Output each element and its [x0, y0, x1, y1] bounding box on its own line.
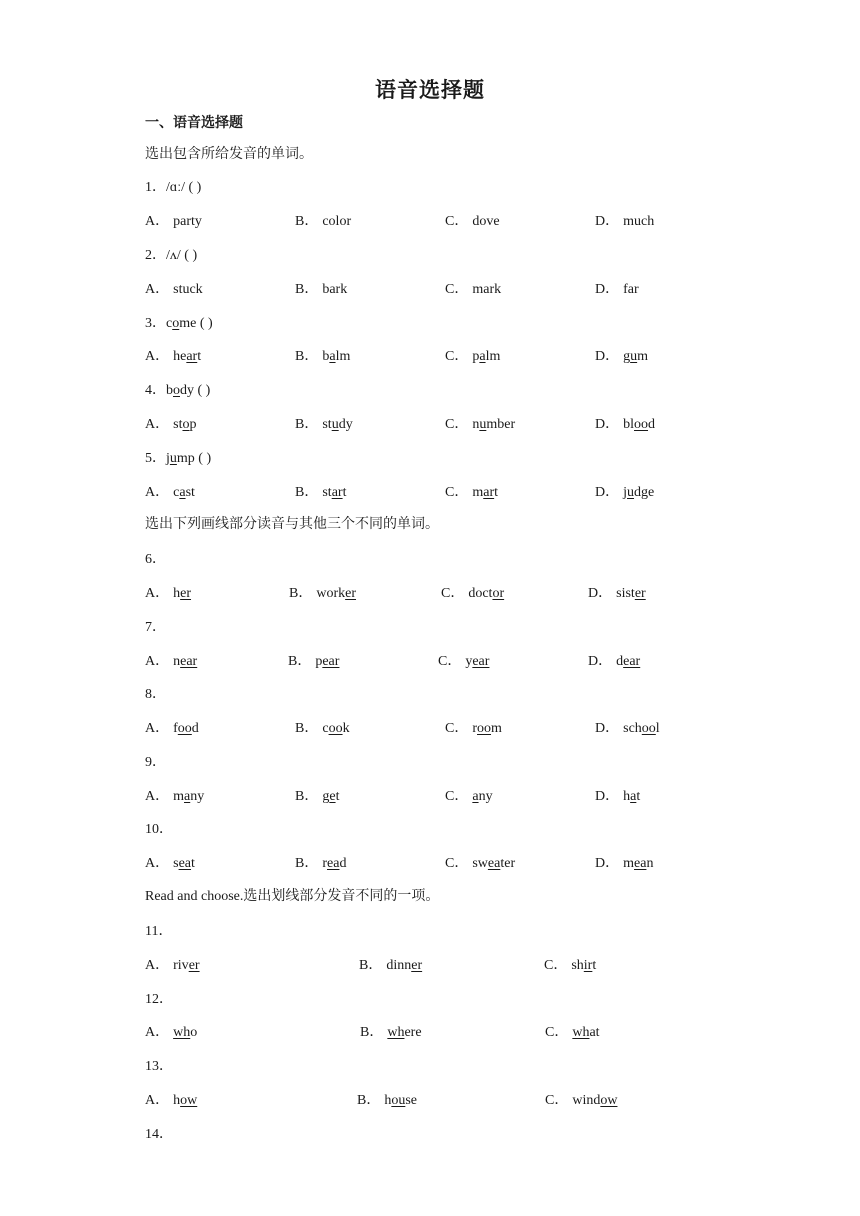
question-stem [145, 312, 213, 332]
underlined-sound: wh [572, 1025, 590, 1040]
answer-option[interactable] [289, 582, 356, 602]
option-label: B． [295, 417, 319, 432]
word-part: d [191, 721, 199, 736]
word-part: ter [500, 856, 516, 871]
word-part: d [339, 856, 347, 871]
question-stem [145, 751, 166, 771]
underlined-sound: er [634, 586, 646, 601]
word-part: st [185, 485, 195, 500]
answer-option[interactable] [145, 785, 204, 805]
option-label: A． [145, 282, 170, 297]
answer-option[interactable] [595, 852, 653, 872]
underlined-sound: ea [327, 856, 340, 871]
question-stem [145, 548, 166, 568]
word-part: h [384, 1093, 392, 1108]
answer-option[interactable] [145, 954, 200, 974]
underlined-sound: er [188, 958, 200, 973]
word-part: p [189, 417, 197, 432]
option-label: B． [289, 586, 313, 601]
word-part: p [472, 349, 480, 364]
word-part: c [166, 316, 173, 331]
answer-option[interactable] [595, 481, 654, 501]
answer-option[interactable] [545, 1089, 617, 1109]
answer-option[interactable] [588, 582, 646, 602]
option-label: C． [445, 282, 469, 297]
underlined-sound: er [180, 586, 192, 601]
answer-option[interactable] [295, 210, 351, 230]
underlined-sound: u [331, 417, 339, 432]
question-number: 6． [145, 552, 166, 567]
answer-option[interactable] [295, 481, 346, 501]
underlined-sound: ow [600, 1093, 618, 1108]
option-label: B． [357, 1093, 381, 1108]
option-label: A． [145, 1025, 170, 1040]
question-number: 3． [145, 316, 166, 331]
word-part: much [623, 214, 655, 229]
word-part: n [472, 417, 480, 432]
word-part: bark [322, 282, 348, 297]
underlined-sound: u [630, 349, 638, 364]
option-label: B． [360, 1025, 384, 1040]
underlined-sound: wh [173, 1025, 191, 1040]
word-part: m [637, 349, 649, 364]
answer-option[interactable] [145, 650, 197, 670]
answer-option[interactable] [441, 582, 504, 602]
question-stem [145, 988, 173, 1008]
underlined-sound: ear [180, 654, 198, 669]
word-part: t [197, 349, 202, 364]
underlined-sound: a [329, 349, 336, 364]
page-title: 语音选择题 [375, 78, 485, 102]
question-stem [145, 920, 172, 940]
word-part: t [592, 958, 597, 973]
underlined-sound: u [169, 451, 177, 466]
option-label: C． [445, 349, 469, 364]
option-label: A． [145, 349, 170, 364]
word-part: r [322, 856, 328, 871]
word-part: st [173, 417, 183, 432]
word-part: lm [485, 349, 501, 364]
option-label: D． [595, 485, 620, 500]
underlined-sound: oo [477, 721, 492, 736]
word-part: t [335, 789, 340, 804]
option-label: D． [588, 654, 613, 669]
answer-option[interactable] [445, 481, 498, 501]
underlined-sound: ea [487, 856, 501, 871]
underlined-sound: o [182, 417, 190, 432]
option-label: B． [295, 485, 319, 500]
question-number: 10． [145, 822, 173, 837]
answer-option[interactable] [595, 345, 648, 365]
option-label: B． [295, 721, 319, 736]
underlined-sound: or [492, 586, 505, 601]
word-part: mark [472, 282, 502, 297]
answer-option[interactable] [545, 1021, 600, 1041]
word-part: color [322, 214, 352, 229]
option-label: B． [295, 789, 319, 804]
word-part: h [173, 586, 181, 601]
answer-option[interactable] [359, 954, 422, 974]
word-part: g [322, 789, 330, 804]
underlined-sound: oo [634, 417, 649, 432]
answer-option[interactable] [145, 210, 202, 230]
word-part: lm [335, 349, 351, 364]
word-part: o [190, 1025, 198, 1040]
option-label: B． [359, 958, 383, 973]
question-number: 2． [145, 248, 166, 263]
option-label: B． [295, 282, 319, 297]
question-number: 14． [145, 1127, 173, 1142]
underlined-sound: ea [634, 856, 647, 871]
option-label: D． [595, 721, 620, 736]
instruction-part2: 选出下列画线部分读音与其他三个不同的单词。 [145, 516, 439, 532]
answer-option[interactable] [445, 852, 515, 872]
answer-option[interactable] [288, 650, 339, 670]
option-label: D． [595, 856, 620, 871]
answer-option[interactable] [145, 717, 199, 737]
word-part: h [623, 789, 631, 804]
answer-option[interactable] [145, 413, 196, 433]
word-part: r [472, 721, 478, 736]
option-label: C． [445, 214, 469, 229]
answer-option[interactable] [445, 278, 501, 298]
word-part: far [623, 282, 639, 297]
word-part: m [173, 789, 185, 804]
word-part: me ( ) [179, 316, 213, 331]
answer-option[interactable] [595, 278, 639, 298]
underlined-sound: a [472, 789, 479, 804]
word-part: st [322, 485, 332, 500]
word-part: b [166, 383, 173, 398]
answer-option[interactable] [595, 785, 640, 805]
underlined-sound: a [184, 789, 191, 804]
underlined-sound: ear [322, 654, 340, 669]
option-label: B． [295, 214, 319, 229]
word-part: c [322, 721, 329, 736]
word-part: doct [468, 586, 493, 601]
word-part: m [491, 721, 502, 736]
underlined-sound: ir [583, 958, 593, 973]
answer-option[interactable] [145, 481, 195, 501]
word-part: c [173, 485, 180, 500]
underlined-sound: oo [641, 721, 656, 736]
word-part: d [616, 654, 624, 669]
word-part: g [623, 349, 631, 364]
option-label: D． [595, 282, 620, 297]
word-part: st [322, 417, 332, 432]
word-part: /ʌ/ ( ) [166, 248, 198, 263]
underlined-sound: er [411, 958, 423, 973]
answer-option[interactable] [595, 717, 660, 737]
option-label: A． [145, 1093, 170, 1108]
question-stem [145, 683, 166, 703]
question-stem [145, 244, 197, 264]
underlined-sound: a [630, 789, 637, 804]
underlined-sound: ar [331, 485, 343, 500]
word-part: n [173, 654, 181, 669]
word-part: t [636, 789, 641, 804]
word-part: l [655, 721, 660, 736]
word-part: he [173, 349, 187, 364]
answer-option[interactable] [145, 345, 201, 365]
word-part: ere [404, 1025, 422, 1040]
underlined-sound: ar [186, 349, 198, 364]
word-part: f [173, 721, 178, 736]
word-part: dove [472, 214, 500, 229]
word-part: /ɑː/ ( ) [166, 180, 202, 195]
option-label: B． [288, 654, 312, 669]
word-part: k [342, 721, 350, 736]
word-part: sw [472, 856, 488, 871]
answer-option[interactable] [360, 1021, 422, 1041]
answer-option[interactable] [445, 345, 500, 365]
option-label: B． [295, 856, 319, 871]
word-part: d [648, 417, 656, 432]
option-label: C． [445, 721, 469, 736]
word-part: t [342, 485, 347, 500]
option-label: A． [145, 586, 170, 601]
answer-option[interactable] [595, 210, 654, 230]
option-label: A． [145, 485, 170, 500]
instruction-part3-cn: 选出划线部分发音不同的一项。 [243, 888, 440, 904]
word-part: j [623, 485, 628, 500]
word-part: dge [634, 485, 655, 500]
option-label: C． [445, 856, 469, 871]
word-part: p [315, 654, 323, 669]
option-label: D． [595, 789, 620, 804]
answer-option[interactable] [145, 582, 191, 602]
word-part: mber [486, 417, 516, 432]
word-part: t [191, 856, 195, 871]
answer-option[interactable] [145, 852, 195, 872]
answer-option[interactable] [595, 413, 655, 433]
word-part: dy ( ) [180, 383, 211, 398]
option-label: C． [441, 586, 465, 601]
underlined-sound: u [479, 417, 487, 432]
question-stem [145, 818, 173, 838]
word-part: m [623, 856, 635, 871]
answer-option[interactable] [295, 345, 350, 365]
word-part: b [322, 349, 330, 364]
answer-option[interactable] [145, 278, 203, 298]
underlined-sound: ea [178, 856, 192, 871]
word-part: bl [623, 417, 635, 432]
word-part: n [646, 856, 654, 871]
underlined-sound: ear [472, 654, 490, 669]
answer-option[interactable] [357, 1089, 417, 1109]
answer-option[interactable] [445, 785, 493, 805]
option-label: A． [145, 721, 170, 736]
answer-option[interactable] [445, 413, 515, 433]
question-stem [145, 1055, 173, 1075]
question-stem [145, 447, 211, 467]
option-label: D． [595, 349, 620, 364]
underlined-sound: oo [177, 721, 192, 736]
option-label: C． [438, 654, 462, 669]
option-label: C． [445, 789, 469, 804]
underlined-sound: e [329, 789, 336, 804]
underlined-sound: wh [387, 1025, 405, 1040]
word-part: dy [338, 417, 353, 432]
word-part: s [173, 856, 179, 871]
underlined-sound: o [173, 383, 180, 398]
underlined-sound: a [479, 349, 486, 364]
underlined-sound: er [345, 586, 357, 601]
word-part: t [494, 485, 499, 500]
word-part: se [405, 1093, 418, 1108]
word-part: sch [623, 721, 642, 736]
question-number: 8． [145, 687, 166, 702]
question-number: 7． [145, 620, 166, 635]
word-part: wind [572, 1093, 601, 1108]
question-number: 4． [145, 383, 166, 398]
option-label: A． [145, 958, 170, 973]
word-part: ny [190, 789, 205, 804]
option-label: A． [145, 214, 170, 229]
word-part: work [316, 586, 346, 601]
answer-option[interactable] [295, 852, 346, 872]
question-number: 11． [145, 924, 173, 939]
question-stem [145, 1123, 173, 1143]
underlined-sound: ar [483, 485, 495, 500]
question-number: 9． [145, 755, 166, 770]
underlined-sound: ow [180, 1093, 198, 1108]
option-label: C． [544, 958, 568, 973]
answer-option[interactable] [295, 413, 353, 433]
underlined-sound: ear [623, 654, 641, 669]
answer-option[interactable] [295, 785, 339, 805]
option-label: C． [545, 1025, 569, 1040]
question-number: 1． [145, 180, 166, 195]
answer-option[interactable] [295, 278, 347, 298]
underlined-sound: a [179, 485, 186, 500]
word-part: mp ( ) [176, 451, 212, 466]
section-heading: 一、语音选择题 [145, 115, 243, 131]
option-label: D． [595, 214, 620, 229]
instruction-part1: 选出包含所给发音的单词。 [145, 146, 313, 162]
answer-option[interactable] [445, 210, 500, 230]
question-stem [145, 616, 166, 636]
question-stem [145, 379, 210, 399]
answer-option[interactable] [295, 717, 350, 737]
answer-option[interactable] [544, 954, 596, 974]
option-label: C． [445, 417, 469, 432]
word-part: j [166, 451, 170, 466]
word-part: at [589, 1025, 600, 1040]
option-label: D． [595, 417, 620, 432]
word-part: sist [616, 586, 635, 601]
option-label: C． [545, 1093, 569, 1108]
instruction-part3 [145, 885, 439, 905]
underlined-sound: oo [328, 721, 343, 736]
answer-option[interactable] [145, 1021, 197, 1041]
word-part: ny [478, 789, 493, 804]
question-number: 13． [145, 1059, 173, 1074]
answer-option[interactable] [145, 1089, 197, 1109]
option-label: C． [445, 485, 469, 500]
underlined-sound: o [172, 316, 180, 331]
answer-option[interactable] [588, 650, 640, 670]
underlined-sound: ou [391, 1093, 406, 1108]
word-part: sh [571, 958, 584, 973]
word-part: y [465, 654, 473, 669]
question-number: 5． [145, 451, 166, 466]
word-part: riv [173, 958, 189, 973]
option-label: A． [145, 856, 170, 871]
option-label: B． [295, 349, 319, 364]
option-label: D． [588, 586, 613, 601]
answer-option[interactable] [438, 650, 489, 670]
option-label: A． [145, 417, 170, 432]
option-label: A． [145, 789, 170, 804]
word-part: dinn [386, 958, 412, 973]
instruction-part3-en: Read and choose. [145, 889, 244, 904]
word-part: h [173, 1093, 181, 1108]
option-label: A． [145, 654, 170, 669]
question-stem [145, 176, 201, 196]
answer-option[interactable] [445, 717, 502, 737]
question-number: 12． [145, 992, 173, 1007]
word-part: m [472, 485, 484, 500]
word-part: party [173, 214, 202, 229]
word-part: stuck [173, 282, 203, 297]
underlined-sound: u [627, 485, 635, 500]
